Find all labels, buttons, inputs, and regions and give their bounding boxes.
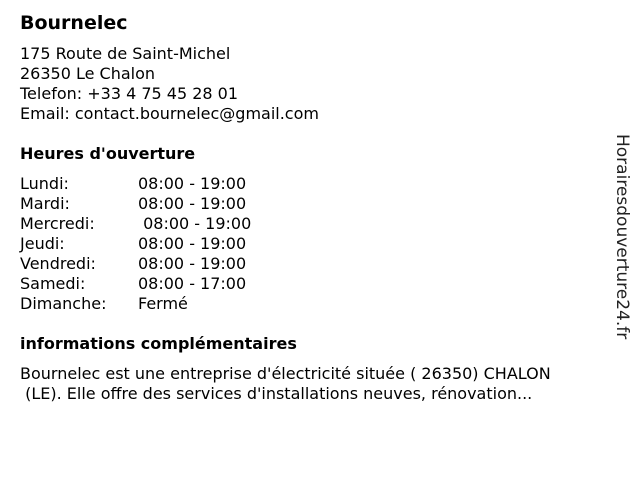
time-value: 08:00 - 19:00 [138,174,247,193]
day-label: Mercredi: [20,214,95,233]
time-value: 08:00 - 19:00 [138,254,247,273]
day-label: Lundi: [20,174,69,193]
time-value: Fermé [138,294,188,313]
time-value: 08:00 - 19:00 [138,234,247,253]
day-label: Samedi: [20,274,86,293]
address-line-street: 175 Route de Saint-Michel [20,44,231,63]
time-value: 08:00 - 19:00 [138,194,247,213]
day-label: Jeudi: [20,234,65,253]
day-label: Dimanche: [20,294,107,313]
info-text-line-2: (LE). Elle offre des services d'installations neuves, rénovation... [20,384,533,403]
address-line-city: 26350 Le Chalon [20,64,156,83]
hours-row-saturday [20,274,320,294]
hours-row-sunday [20,294,320,314]
hours-row-tuesday [20,194,320,214]
watermark [610,134,634,354]
info-text-line-1: Bournelec est une entreprise d'électricité située ( 26350) CHALON [20,364,551,383]
email-line: Email: contact.bournelec@gmail.com [20,104,319,123]
contact-block [20,44,319,124]
hours-row-friday [20,254,320,274]
time-value: 08:00 - 17:00 [138,274,247,293]
hours-row-thursday [20,234,320,254]
hours-table [20,174,320,314]
hours-heading: Heures d'ouverture [20,144,196,163]
business-name: Bournelec [20,12,128,34]
day-label: Vendredi: [20,254,96,273]
watermark-text: Horairesdouverture24.fr [612,134,632,340]
phone-line: Telefon: +33 4 75 45 28 01 [20,84,239,103]
hours-row-monday [20,174,320,194]
info-description [20,364,610,404]
hours-row-wednesday [20,214,320,234]
info-heading: informations complémentaires [20,334,297,353]
time-value: 08:00 - 19:00 [138,214,252,233]
day-label: Mardi: [20,194,70,213]
